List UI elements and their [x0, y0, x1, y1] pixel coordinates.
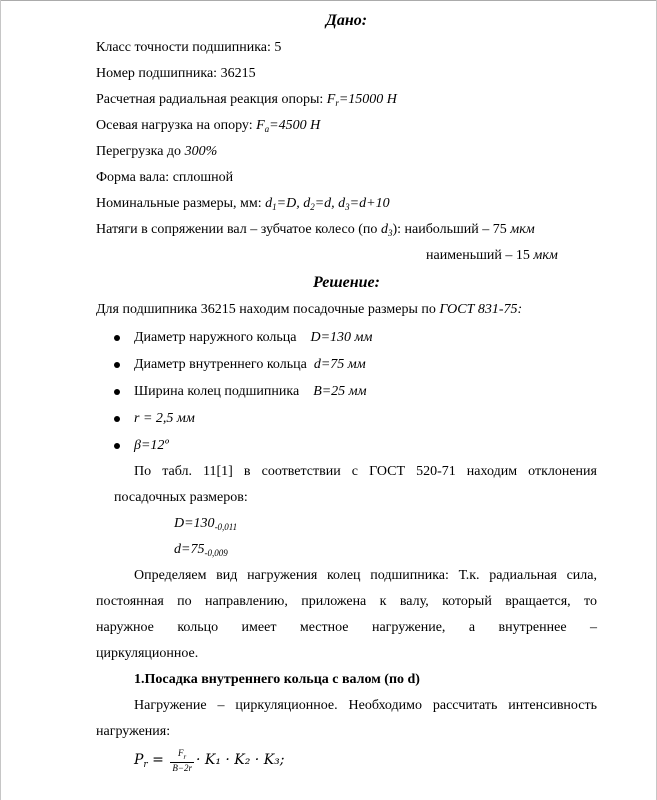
bullet-label: Диаметр внутреннего кольца [134, 357, 307, 372]
bullet-label: Ширина колец подшипника [134, 384, 300, 399]
nominal-d1 [265, 196, 300, 211]
nominal-d1-symbol: d [265, 196, 273, 211]
axial-load-symbol: F [256, 118, 265, 133]
load-type-line-3: наружное кольцо имеет местное нагружение, а внутреннее – [96, 620, 597, 635]
radial-reaction-formula [327, 92, 397, 107]
bullet-value: D=130 мм [310, 330, 373, 345]
nominal-d2-sub: 2 [310, 202, 315, 212]
bearing-number-line [96, 64, 597, 84]
nominal-d3-sub: 3 [345, 202, 350, 212]
overload-value: 300% [184, 144, 218, 159]
nominal-d3-eq: =d+10 [349, 196, 390, 211]
interference-max-label: ): наибольший – 75 [392, 222, 507, 237]
formula-fraction [170, 748, 194, 773]
bullet-dot [114, 443, 120, 449]
nominal-sizes-line [96, 194, 597, 214]
bullet-dot [114, 416, 120, 422]
solution-intro-text: Для подшипника 36215 находим посадочные размеры по [96, 302, 436, 317]
nominal-sizes-label: Номинальные размеры, мм: [96, 196, 262, 211]
deviation-d-sub: -0,009 [204, 548, 228, 558]
formula-equals: = [147, 752, 169, 768]
bullet-value: d=75 мм [313, 357, 366, 372]
nominal-d1-eq: =D, [276, 196, 300, 211]
nominal-d2 [303, 196, 334, 211]
bullet-item-inner-diameter [134, 355, 584, 375]
accuracy-class-value: 5 [274, 40, 282, 55]
section-1-title: 1.Посадка внутреннего кольца с валом (по d) [134, 672, 420, 687]
bearing-number-value: 36215 [220, 66, 256, 81]
formula-numerator-symbol: F [178, 748, 184, 759]
accuracy-class-label: Класс точности подшипника: [96, 40, 271, 55]
given-heading: Дано: [325, 12, 368, 29]
interference-label: Натяги в сопряжении вал – зубчатое колесо (по [96, 222, 378, 237]
shaft-form-value: сплошной [172, 170, 234, 185]
deviation-D-main: D=130 [174, 516, 215, 531]
interference-symbol: d [380, 222, 388, 237]
axial-load-formula [256, 118, 320, 133]
deviation-D-sub: -0,011 [214, 522, 238, 532]
deviation-D [174, 514, 657, 534]
bullet-value: B=25 мм [313, 384, 367, 399]
page-border-top [0, 0, 657, 1]
formula-lhs-symbol: P [134, 752, 144, 768]
solution-intro-line [96, 300, 597, 320]
section-1-line-2: нагружения: [96, 724, 171, 739]
bullet-value: r = 2,5 мм [134, 411, 195, 426]
nominal-d1-sub: 1 [272, 202, 277, 212]
bullet-item-angle [134, 436, 584, 456]
interference-sub: 3 [387, 228, 393, 238]
radial-reaction-value: =15000 Н [338, 92, 397, 107]
bullet-label: Диаметр наружного кольца [134, 330, 297, 345]
axial-load-sub: a [264, 124, 270, 134]
nominal-d2-symbol: d [303, 196, 311, 211]
nominal-d2-eq: =d, [314, 196, 335, 211]
solution-intro-gost: ГОСТ 831-75: [439, 302, 523, 317]
formula-numerator [170, 748, 194, 763]
radial-reaction-line [96, 90, 597, 110]
section-1-line-1: Нагружение – циркуляционное. Необходимо рассчитать интенсивность [134, 698, 597, 713]
interference-min-line [426, 246, 597, 266]
nominal-d3-symbol: d [338, 196, 346, 211]
overload-line [96, 142, 597, 162]
bullet-value: β=12º [134, 438, 169, 453]
radial-reaction-sub: r [335, 98, 339, 108]
deviation-d [174, 540, 657, 560]
shaft-form-label: Форма вала: [96, 170, 170, 185]
bullet-dot [114, 389, 120, 395]
radial-reaction-label: Расчетная радиальная реакция опоры: [96, 92, 324, 107]
formula-lhs-sub: r [143, 760, 148, 770]
intensity-formula [134, 746, 635, 774]
axial-load-label: Осевая нагрузка на опору: [96, 118, 253, 133]
interference-symbol-group [381, 222, 393, 237]
bullet-dot [114, 362, 120, 368]
load-type-line-4: циркуляционное. [96, 646, 199, 661]
bullet-dot [114, 335, 120, 341]
axial-load-line [96, 116, 597, 136]
bullet-item-radius [134, 409, 584, 429]
bearing-number-label: Номер подшипника: [96, 66, 218, 81]
page-border-left [0, 0, 1, 800]
solution-heading: Решение: [313, 274, 380, 291]
overload-label: Перегрузка до [96, 144, 182, 159]
load-type-line-2: постоянная по направлению, приложена к валу, который вращается, то [96, 594, 597, 609]
accuracy-class-line [96, 38, 597, 58]
deviation-d-main: d=75 [174, 542, 205, 557]
shaft-form-line [96, 168, 597, 188]
formula-lhs [134, 752, 148, 768]
bullet-item-outer-diameter [134, 328, 584, 348]
interference-min-label: наименьший – 15 [426, 248, 530, 263]
load-type-line-1: Определяем вид нагружения колец подшипника: Т.к. радиальная сила, [134, 568, 597, 583]
interference-max-unit: мкм [510, 222, 535, 237]
axial-load-value: =4500 Н [269, 118, 321, 133]
bullet-item-ring-width [134, 382, 584, 402]
formula-numerator-sub: r [183, 753, 187, 762]
radial-reaction-symbol: F [326, 92, 336, 107]
table-ref-line-2: посадочных размеров: [114, 490, 248, 505]
interference-min-unit: мкм [533, 248, 558, 263]
formula-denominator: B−2r [172, 763, 192, 774]
table-ref-line-1: По табл. 11[1] в соответствии с ГОСТ 520-71 находим отклонения [134, 464, 597, 479]
formula-rhs: · K₁ · K₂ · K₃; [195, 752, 285, 768]
nominal-d3 [338, 196, 389, 211]
interference-line [96, 220, 597, 240]
